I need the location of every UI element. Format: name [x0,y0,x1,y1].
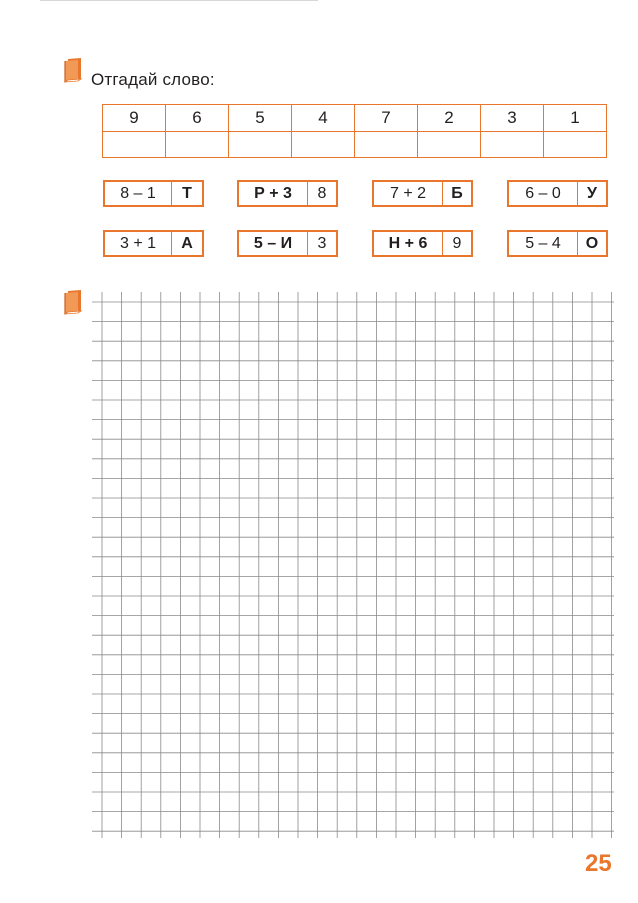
number-cell: 7 [355,105,418,132]
example-card [237,180,338,207]
number-cell: 5 [229,105,292,132]
card-expression: 7 + 2 [389,184,427,202]
card-value: А [171,232,202,255]
letter-cell[interactable] [418,132,481,158]
letter-cell[interactable] [481,132,544,158]
letter-cell[interactable] [229,132,292,158]
card-expression: Н + 6 [388,234,428,252]
number-cell: 1 [544,105,607,132]
page-number: 25 [585,850,612,877]
example-card [103,230,204,257]
example-card [507,230,608,257]
card-value: О [577,232,606,255]
number-cell: 9 [103,105,166,132]
card-expression: 8 – 1 [120,184,156,202]
squared-grid[interactable] [84,290,614,838]
card-expression: 3 + 1 [119,234,157,252]
letter-cell[interactable] [544,132,607,158]
card-value: 8 [307,182,336,205]
card-expression: 5 – И [253,234,293,252]
example-card [372,180,473,207]
card-value: Т [171,182,202,205]
number-cell: 4 [292,105,355,132]
example-card [372,230,473,257]
answer-table [102,104,607,158]
book-icon [62,58,84,84]
card-expression: 6 – 0 [525,184,561,202]
number-cell: 6 [166,105,229,132]
letter-cell[interactable] [103,132,166,158]
example-card [103,180,204,207]
card-value: Б [442,182,471,205]
card-value: У [577,182,606,205]
example-card [237,230,338,257]
example-card [507,180,608,207]
number-cell: 2 [418,105,481,132]
card-expression: Р + 3 [254,184,292,202]
number-cell: 3 [481,105,544,132]
card-expression: 5 – 4 [525,234,561,252]
book-icon [62,290,84,316]
letter-cell[interactable] [355,132,418,158]
letter-cell[interactable] [166,132,229,158]
task-title: Отгадай слово: [91,70,215,89]
card-value: 3 [307,232,336,255]
letter-cell[interactable] [292,132,355,158]
top-rule [40,0,318,1]
card-value: 9 [442,232,471,255]
